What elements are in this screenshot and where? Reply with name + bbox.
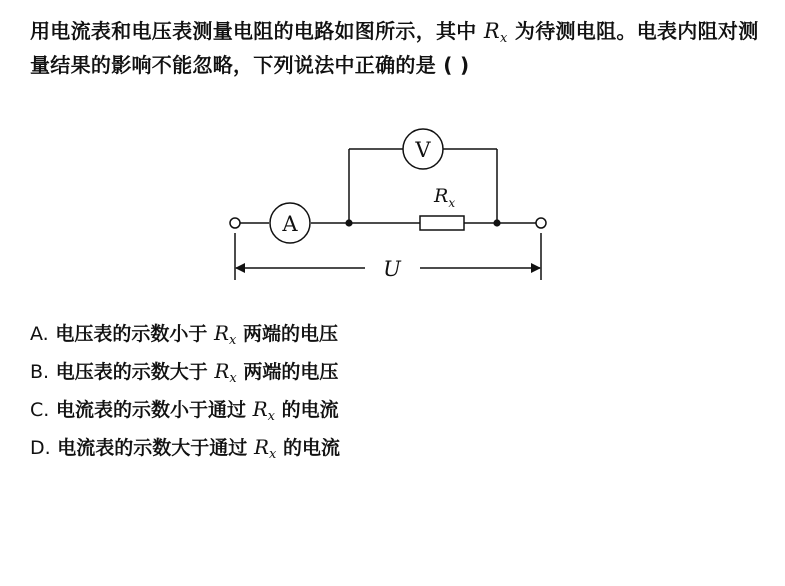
- voltmeter-label: V: [415, 138, 431, 162]
- option-c[interactable]: C. 电流表的示数小于通过 $R_x$ 的电流: [30, 397, 339, 424]
- terminal-left-icon: [230, 218, 240, 228]
- question-text-part1: 用电流表和电压表测量电阻的电路如图所示，其中: [30, 19, 477, 43]
- option-a[interactable]: A. 电压表的示数小于 $R_x$ 两端的电压: [30, 321, 339, 348]
- resistor-label: $R_x$: [434, 185, 456, 210]
- question-text-part2: 为待测电阻。电表内阻对测量结果的影响不能忽略，下列说法中正确的是 ( ): [30, 19, 759, 77]
- option-b[interactable]: B. 电压表的示数大于 $R_x$ 两端的电压: [30, 359, 339, 386]
- resistor-symbol: $R_x$: [483, 19, 508, 46]
- circuit-diagram: [220, 120, 560, 295]
- resistor-icon: [420, 216, 464, 230]
- voltage-label: U: [383, 257, 401, 281]
- option-d[interactable]: D. 电流表的示数大于通过 $R_x$ 的电流: [30, 435, 340, 462]
- answer-options: [30, 314, 730, 466]
- junction-dot-right: [493, 219, 500, 226]
- junction-dot-left: [345, 219, 352, 226]
- ammeter-label: A: [282, 212, 298, 236]
- terminal-right-icon: [536, 218, 546, 228]
- question-stem: [30, 14, 770, 82]
